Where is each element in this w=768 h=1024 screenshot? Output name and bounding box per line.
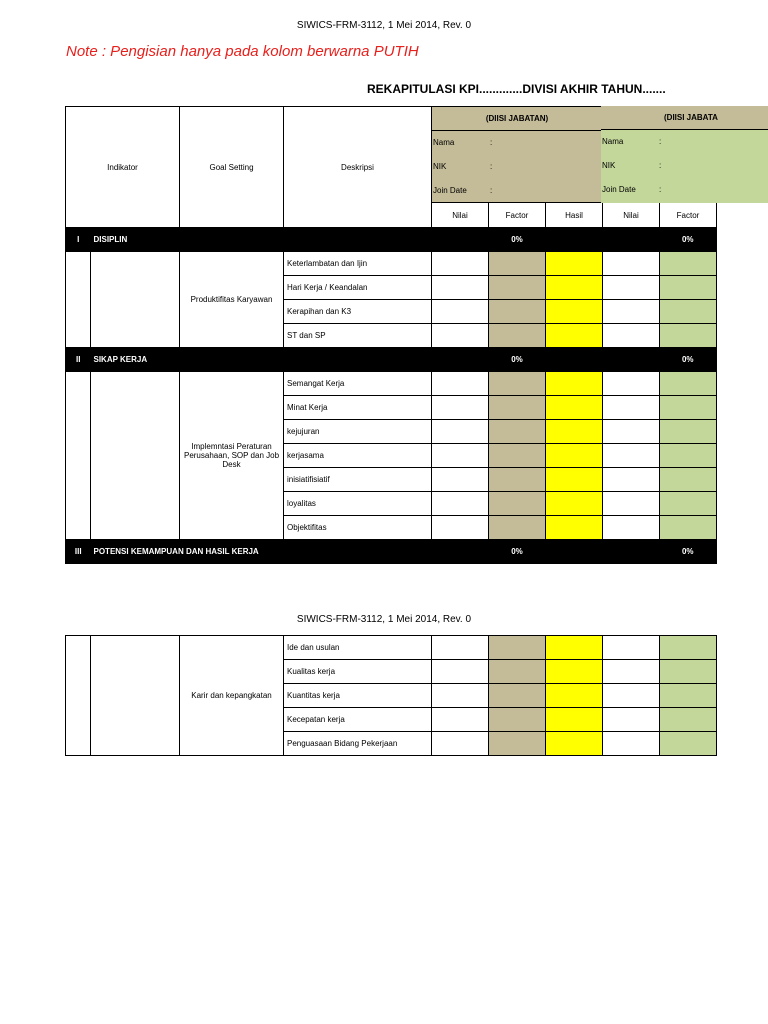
- hasil-cell: [546, 300, 603, 324]
- kpi-item: kejujuran: [284, 420, 432, 444]
- factor-cell: [489, 708, 546, 732]
- section-band-potensi: [66, 540, 717, 564]
- nilai-input[interactable]: [603, 300, 660, 324]
- hasil-cell: [546, 372, 603, 396]
- hasil-cell: [546, 636, 603, 660]
- nilai-input[interactable]: [603, 396, 660, 420]
- hasil-cell: [546, 468, 603, 492]
- nilai-input[interactable]: [603, 252, 660, 276]
- kpi-item: Hari Kerja / Keandalan: [284, 276, 432, 300]
- factor-header-1: Factor: [489, 203, 546, 228]
- nilai-input[interactable]: [432, 492, 489, 516]
- factor-cell: [660, 660, 717, 684]
- goal-cell: Karir dan kepangkatan: [180, 636, 284, 756]
- nilai-input[interactable]: [603, 732, 660, 756]
- jabatan-header-2: (DIISI JABATA: [664, 113, 718, 122]
- factor-cell: [489, 444, 546, 468]
- hasil-cell: [546, 252, 603, 276]
- nilai-input[interactable]: [432, 636, 489, 660]
- factor-cell: [660, 276, 717, 300]
- nilai-input[interactable]: [603, 492, 660, 516]
- factor-cell: [489, 516, 546, 540]
- jabatan-header-1: (DIISI JABATAN): [432, 107, 603, 131]
- section-band-sikap-kerja: [66, 348, 717, 372]
- kpi-item: Penguasaan Bidang Pekerjaan: [284, 732, 432, 756]
- nilai-input[interactable]: [603, 276, 660, 300]
- employee-nik-1: NIK :: [432, 155, 603, 179]
- factor-cell: [489, 324, 546, 348]
- fill-note: Note : Pengisian hanya pada kolom berwarna PUTIH: [66, 43, 419, 60]
- factor-cell: [660, 324, 717, 348]
- nilai-input[interactable]: [432, 420, 489, 444]
- factor-cell: [660, 300, 717, 324]
- hasil-header-1: Hasil: [546, 203, 603, 228]
- hasil-cell: [546, 324, 603, 348]
- nilai-input[interactable]: [432, 516, 489, 540]
- nilai-input[interactable]: [432, 708, 489, 732]
- factor-cell: [489, 492, 546, 516]
- goal-setting-header: Goal Setting: [180, 107, 284, 228]
- kpi-table-page-2: [65, 635, 717, 756]
- kpi-item: Keterlambatan dan Ijin: [284, 252, 432, 276]
- hasil-cell: [546, 276, 603, 300]
- nilai-header-1: Nilai: [432, 203, 489, 228]
- factor-cell: [489, 300, 546, 324]
- factor-cell: [660, 252, 717, 276]
- factor-cell: [660, 396, 717, 420]
- kpi-item: ST dan SP: [284, 324, 432, 348]
- factor-cell: [489, 660, 546, 684]
- nilai-input[interactable]: [432, 732, 489, 756]
- factor-cell: [660, 444, 717, 468]
- kpi-item: Kecepatan kerja: [284, 708, 432, 732]
- nilai-input[interactable]: [432, 276, 489, 300]
- kpi-item: Minat Kerja: [284, 396, 432, 420]
- hasil-cell: [546, 420, 603, 444]
- nilai-input[interactable]: [603, 468, 660, 492]
- nilai-input[interactable]: [603, 444, 660, 468]
- factor-cell: [489, 732, 546, 756]
- goal-cell: Implemntasi Peraturan Perusahaan, SOP dan Job Desk: [180, 372, 284, 540]
- kpi-item: loyalitas: [284, 492, 432, 516]
- factor-cell: [660, 708, 717, 732]
- section-roman: I: [66, 228, 91, 252]
- section-percent-1: 0%: [511, 547, 523, 557]
- goal-cell: Produktifitas Karyawan: [180, 252, 284, 348]
- hasil-cell: [546, 684, 603, 708]
- nilai-input[interactable]: [603, 372, 660, 396]
- factor-cell: [489, 636, 546, 660]
- factor-cell: [660, 372, 717, 396]
- kpi-item: Semangat Kerja: [284, 372, 432, 396]
- second-employee-header: (DIISI JABATA Nama : NIK : Join Date :: [601, 106, 768, 203]
- kpi-item: Objektifitas: [284, 516, 432, 540]
- hasil-cell: [546, 732, 603, 756]
- section-percent-1: 0%: [511, 235, 523, 244]
- nilai-input[interactable]: [603, 324, 660, 348]
- hasil-cell: [546, 660, 603, 684]
- nilai-input[interactable]: [432, 684, 489, 708]
- nilai-input[interactable]: [432, 324, 489, 348]
- nilai-input[interactable]: [432, 372, 489, 396]
- factor-cell: [489, 468, 546, 492]
- section-roman: III: [66, 540, 91, 564]
- indikator-header: Indikator: [66, 107, 180, 228]
- factor-cell: [660, 684, 717, 708]
- nilai-input[interactable]: [432, 396, 489, 420]
- nilai-input[interactable]: [603, 636, 660, 660]
- nilai-input[interactable]: [603, 660, 660, 684]
- section-percent-1: 0%: [511, 355, 523, 364]
- document-code-page-2: SIWICS-FRM-3112, 1 Mei 2014, Rev. 0: [296, 614, 472, 625]
- factor-cell: [660, 420, 717, 444]
- employee-join-date-1: Join Date :: [432, 179, 603, 203]
- hasil-cell: [546, 444, 603, 468]
- nilai-input[interactable]: [432, 660, 489, 684]
- factor-header-2: Factor: [660, 203, 717, 228]
- employee-name-1: Nama :: [432, 131, 603, 155]
- nilai-input[interactable]: [603, 420, 660, 444]
- factor-cell: [660, 468, 717, 492]
- deskripsi-header: Deskripsi: [284, 107, 432, 228]
- factor-cell: [489, 420, 546, 444]
- hasil-cell: [546, 708, 603, 732]
- kpi-item: inisiatifisiatif: [284, 468, 432, 492]
- nilai-input[interactable]: [603, 684, 660, 708]
- nilai-input[interactable]: [603, 516, 660, 540]
- factor-cell: [660, 492, 717, 516]
- section-percent-2: 0%: [660, 348, 717, 372]
- factor-cell: [489, 276, 546, 300]
- kpi-item: Kualitas kerja: [284, 660, 432, 684]
- section-title: POTENSI KEMAMPUAN DAN HASIL KERJA: [91, 540, 432, 564]
- kpi-item: Ide dan usulan: [284, 636, 432, 660]
- factor-cell: [660, 732, 717, 756]
- document-code: SIWICS-FRM-3112, 1 Mei 2014, Rev. 0: [296, 20, 472, 31]
- kpi-item: kerjasama: [284, 444, 432, 468]
- section-percent-2: 0%: [660, 228, 717, 252]
- kpi-item: Kerapihan dan K3: [284, 300, 432, 324]
- section-title: DISIPLIN: [91, 228, 432, 252]
- nilai-input[interactable]: [432, 468, 489, 492]
- hasil-cell: [546, 492, 603, 516]
- nilai-input[interactable]: [603, 708, 660, 732]
- factor-cell: [660, 636, 717, 660]
- nilai-input[interactable]: [432, 252, 489, 276]
- factor-cell: [660, 516, 717, 540]
- nilai-header-2: Nilai: [603, 203, 660, 228]
- factor-cell: [489, 252, 546, 276]
- section-percent-2: 0%: [660, 540, 717, 564]
- section-band-disiplin: [66, 228, 717, 252]
- factor-cell: [489, 396, 546, 420]
- hasil-cell: [546, 516, 603, 540]
- section-title: SIKAP KERJA: [91, 348, 432, 372]
- section-roman: II: [66, 348, 91, 372]
- kpi-item: Kuantitas kerja: [284, 684, 432, 708]
- nilai-input[interactable]: [432, 300, 489, 324]
- report-title: REKAPITULASI KPI.............DIVISI AKHIR TAHUN.......: [367, 82, 666, 96]
- factor-cell: [489, 684, 546, 708]
- factor-cell: [489, 372, 546, 396]
- nilai-input[interactable]: [432, 444, 489, 468]
- hasil-cell: [546, 396, 603, 420]
